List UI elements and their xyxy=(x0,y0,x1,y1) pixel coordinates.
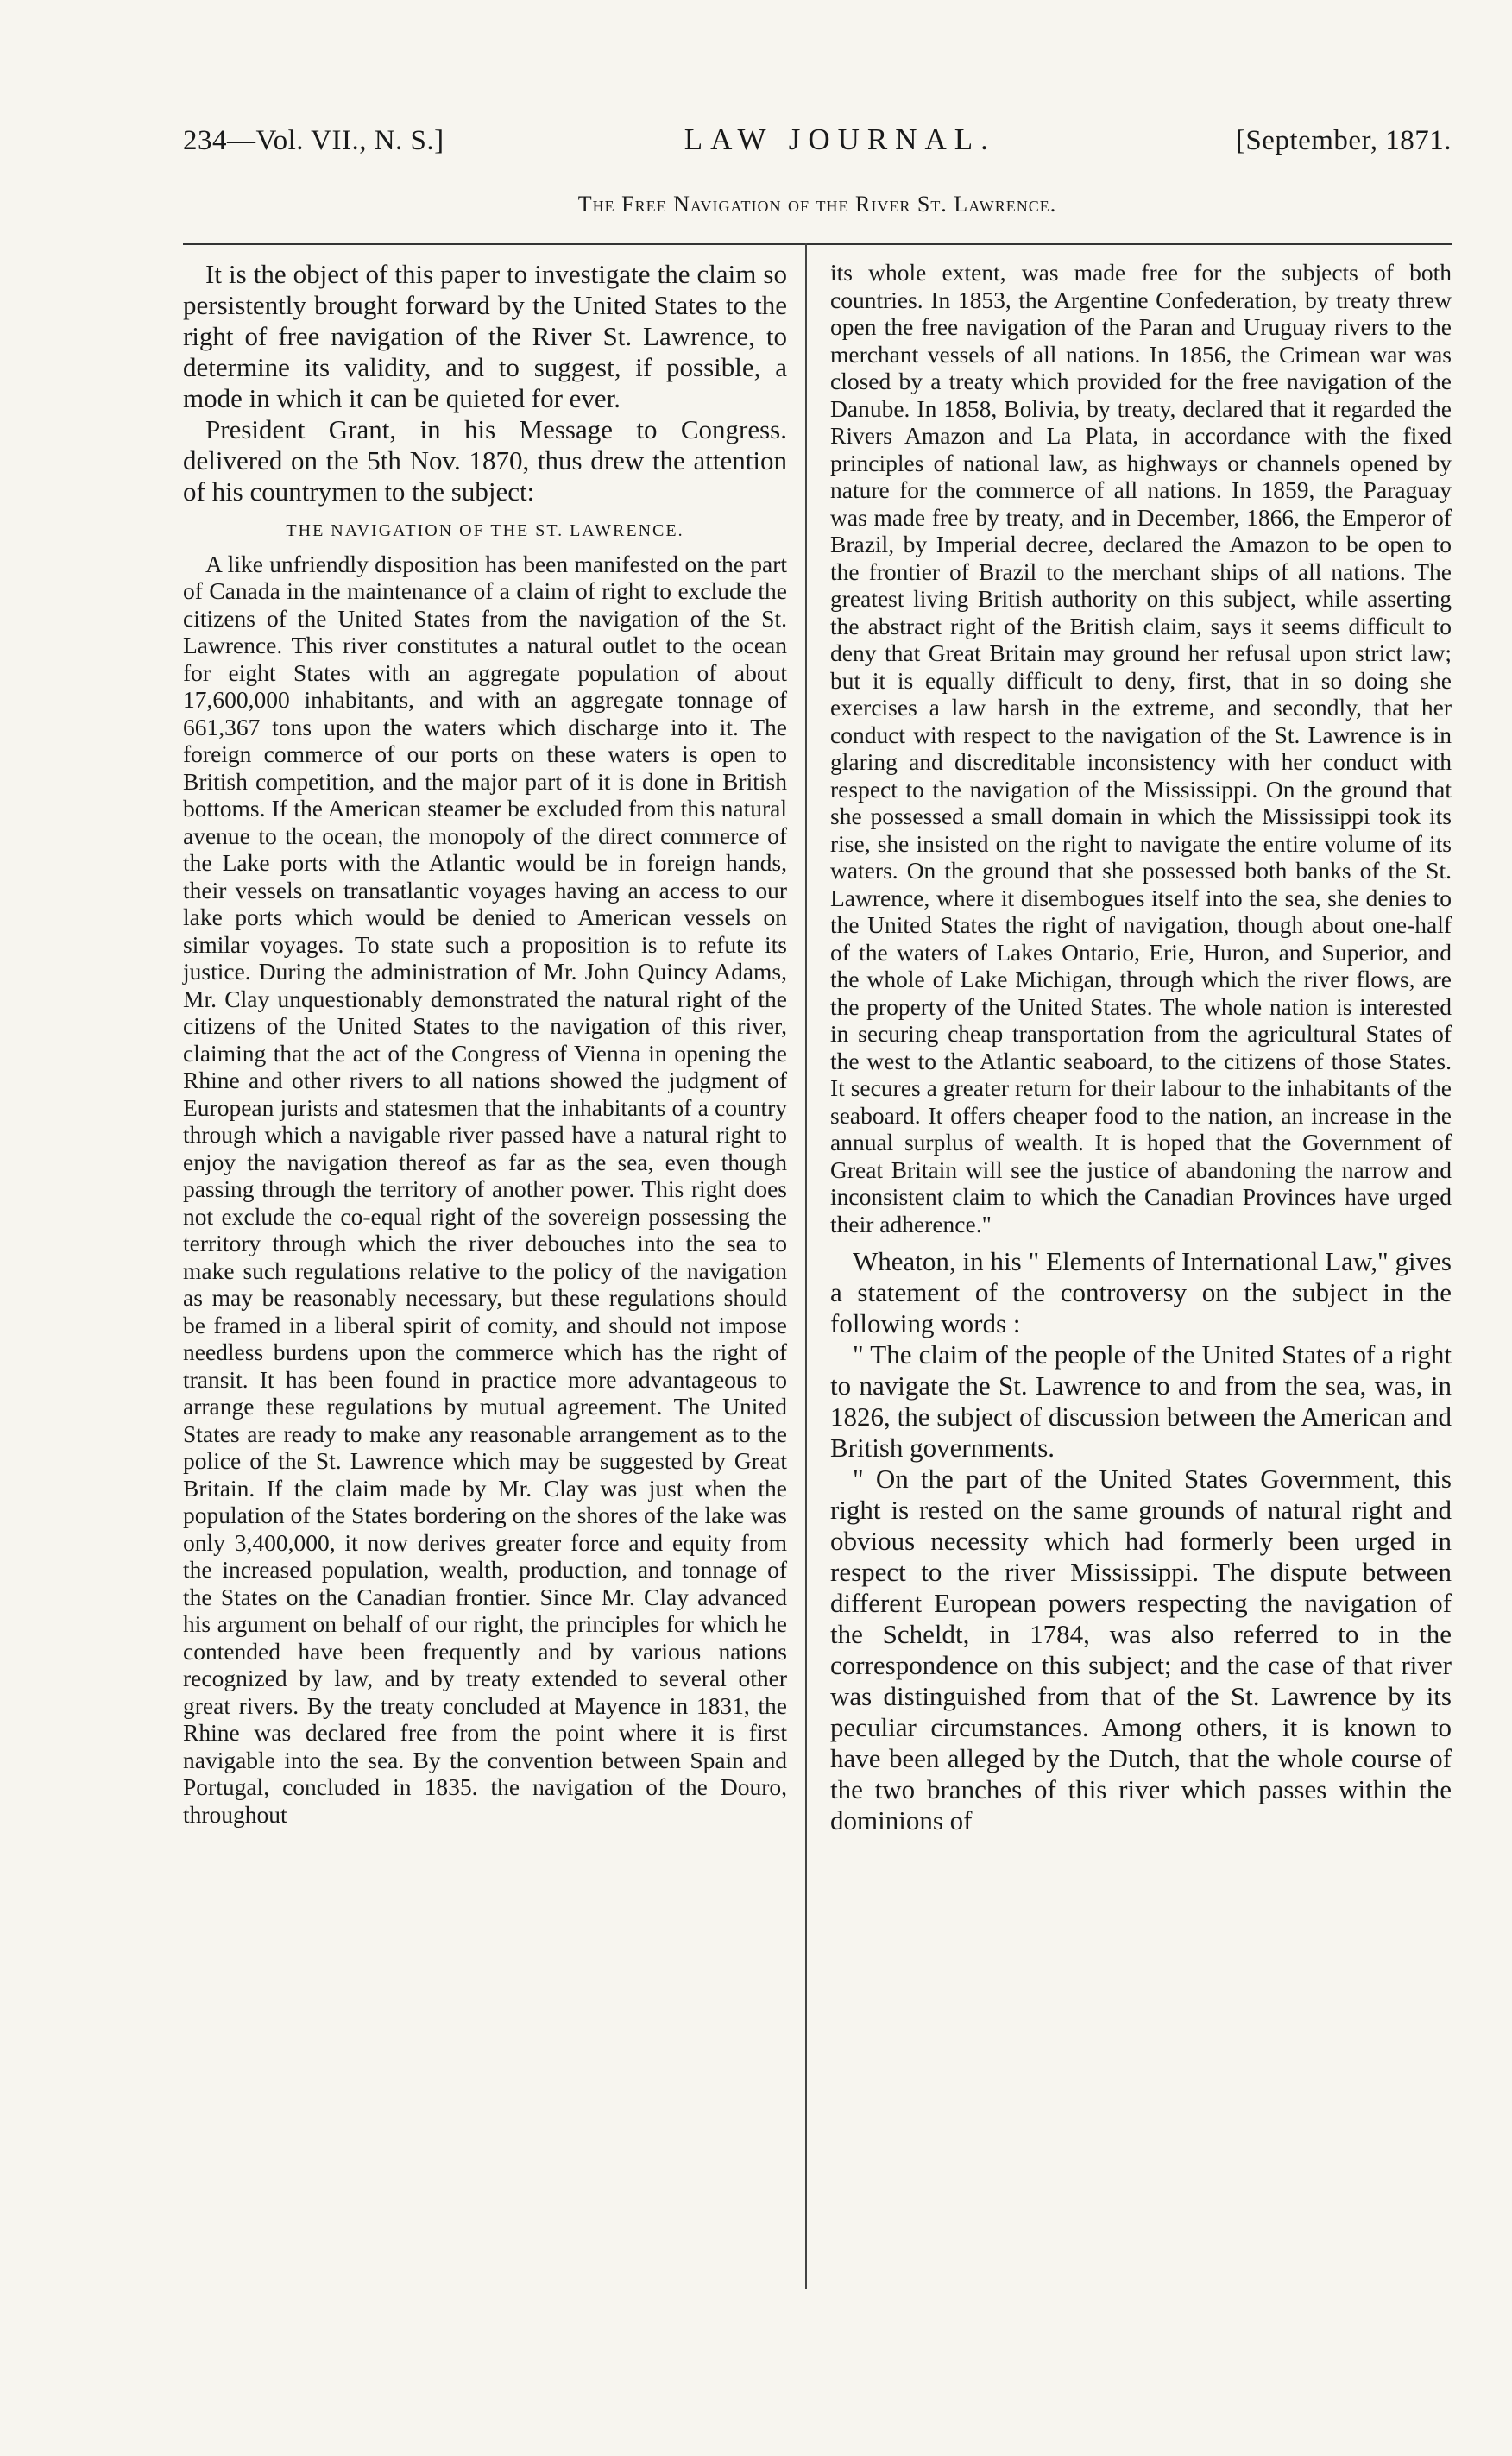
left-column xyxy=(183,259,787,1828)
paragraph-spacer xyxy=(830,1237,1452,1246)
column-divider xyxy=(805,243,807,2289)
right-column xyxy=(830,259,1452,1836)
header-date: [September, 1871. xyxy=(1235,125,1452,156)
message-quote-continued: its whole extent, was made free for the subjects of both countries. In 1853, the Argentine Confederation, by treaty threw open the free navigation of the Paran and Uruguay rivers to the merchant vessels of all nations. In 1856, the Crimean war was closed by a treaty which provided for the free navigation of the Danube. In 1858, Bolivia, by treaty, declared that it regarded the Rivers Amazon and La Plata, in accordance with the fixed principles of national law, as highways or channels opened by nature for the commerce of all nations. In 1859, the Paraguay was made free by treaty, and in December, 1866, the Emperor of Brazil, by Imperial decree, declared the Amazon to be open to the frontier of Brazil to the merchant ships of all nations. The greatest living British authority on this subject, while asserting the abstract right of the British claim, says it seems difficult to deny that Great Britain may ground her refusal upon strict law; but it is equally difficult to deny, first, that in so doing she exercises a law harsh in the extreme, and secondly, that her conduct with respect to the navigation of the St. Lawrence is in glaring and discreditable inconsistency with her conduct with respect to the navigation of the Mississippi. On the ground that she possessed a small domain in which the Mississippi took its rise, she insisted on the right to navigate the entire volume of its waters. On the ground that she possessed both banks of the St. Lawrence, where it disembogues itself into the sea, she denies to the United States the right of navigation, though about one-half of the waters of Lakes Ontario, Erie, Huron, and Superior, and the whole of Lake Michigan, through which the river flows, are the property of the United States. The whole nation is interested in securing cheap transportation from the agricultural States of the west to the Atlantic seaboard, to the citizens of those States. It secures a greater return for their labour to the inhabitants of the seaboard. It offers cheaper food to the nation, an increase in the annual surplus of wealth. It is hoped that the Government of Great Britain will see the justice of abandoning the narrow and inconsistent claim to which the Canadian Provinces have urged their adherence." xyxy=(830,259,1452,1237)
header-page-volume: 234—Vol. VII., N. S.] xyxy=(183,125,444,156)
header-journal-name: LAW JOURNAL. xyxy=(684,123,996,156)
message-quote-paragraph: A like unfriendly disposition has been manifested on the part of Canada in the maintenance of a claim of right to exclude the citizens of the United States from the navigation of the St. Lawrence. This river constitutes a natural outlet to the ocean for eight States with an aggregate population of about 17,600,000 inhabitants, and with an aggregate tonnage of 661,367 tons upon the waters which discharge into it. The foreign commerce of our ports on these waters is open to British competition, and the major part of it is done in British bottoms. If the American steamer be excluded from this natural avenue to the ocean, the monopoly of the direct commerce of the Lake ports with the Atlantic would be in foreign hands, their vessels on transatlantic voyages having an access to our lake ports which would be denied to American vessels on similar voyages. To state such a proposition is to refute its justice. During the administration of Mr. John Quincy Adams, Mr. Clay unquestionably demonstrated the natural right of the citizens of the United States to the navigation of this river, claiming that the act of the Congress of Vienna in opening the Rhine and other rivers to all nations showed the judgment of European jurists and statesmen that the inhabitants of a country through which a navigable river passed have a natural right to enjoy the navigation thereof as far as the sea, even though passing through the territory of another power. This right does not exclude the co-equal right of the sovereign possessing the territory through which the river debouches into the sea to make such regulations relative to the policy of the navigation as may be reasonably necessary, but these regulations should be framed in a liberal spirit of comity, and should not impose needless burdens upon the commerce which has the right of transit. It has been found in practice more advantageous to arrange these regulations by mutual agreement. The United States are ready to make any reasonable arrangement as to the police of the St. Lawrence which may be suggested by Great Britain. If the claim made by Mr. Clay was just when the population of the States bordering on the shores of the lake was only 3,400,000, it now derives greater force and equity from the increased population, wealth, production, and tonnage of the States on the Canadian frontier. Since Mr. Clay advanced his argument on behalf of our right, the principles for which he contended have been frequently and by various nations recognized by law, and by treaty extended to several other great rivers. By the treaty concluded at Mayence in 1831, the Rhine was declared free from the point where it is first navigable into the sea. By the convention between Spain and Portugal, concluded in 1835. the navigation of the Douro, throughout xyxy=(183,550,787,1828)
president-grant-paragraph: President Grant, in his Message to Congress. delivered on the 5th Nov. 1870, thus drew the attention of his countrymen to the subject: xyxy=(183,414,787,507)
running-header xyxy=(183,123,1452,157)
wheaton-paragraph: Wheaton, in his " Elements of International Law," gives a statement of the controversy on the subject in the following words : xyxy=(830,1246,1452,1338)
wheaton-quote-paragraph-1: " The claim of the people of the United States of a right to navigate the St. Lawrence to and from the sea, was, in 1826, the subject of discussion between the American and British governments. xyxy=(830,1339,1452,1463)
message-subheading: THE NAVIGATION OF THE ST. LAWRENCE. xyxy=(286,521,684,540)
title-rule xyxy=(183,243,1452,245)
intro-paragraph: It is the object of this paper to investigate the claim so persistently brought forward by the United States to the right of free navigation of the River St. Lawrence, to determine its validity, and to suggest, if possible, a mode in which it can be quieted for ever. xyxy=(183,259,787,413)
wheaton-quote-paragraph-2: " On the part of the United States Government, this right is rested on the same grounds of natural right and obvious necessity which had formerly been urged in respect to the river Mississippi. The dispute between different European powers respecting the navigation of the Scheldt, in 1784, was also referred to in the correspondence on this subject; and the case of that river was distinguished from that of the St. Lawrence by its peculiar circumstances. Among others, it is known to have been alleged by the Dutch, that the whole course of the two branches of this river which passes within the dominions of xyxy=(830,1464,1452,1836)
article-title: The Free Navigation of the River St. Lawrence. xyxy=(577,192,1057,217)
